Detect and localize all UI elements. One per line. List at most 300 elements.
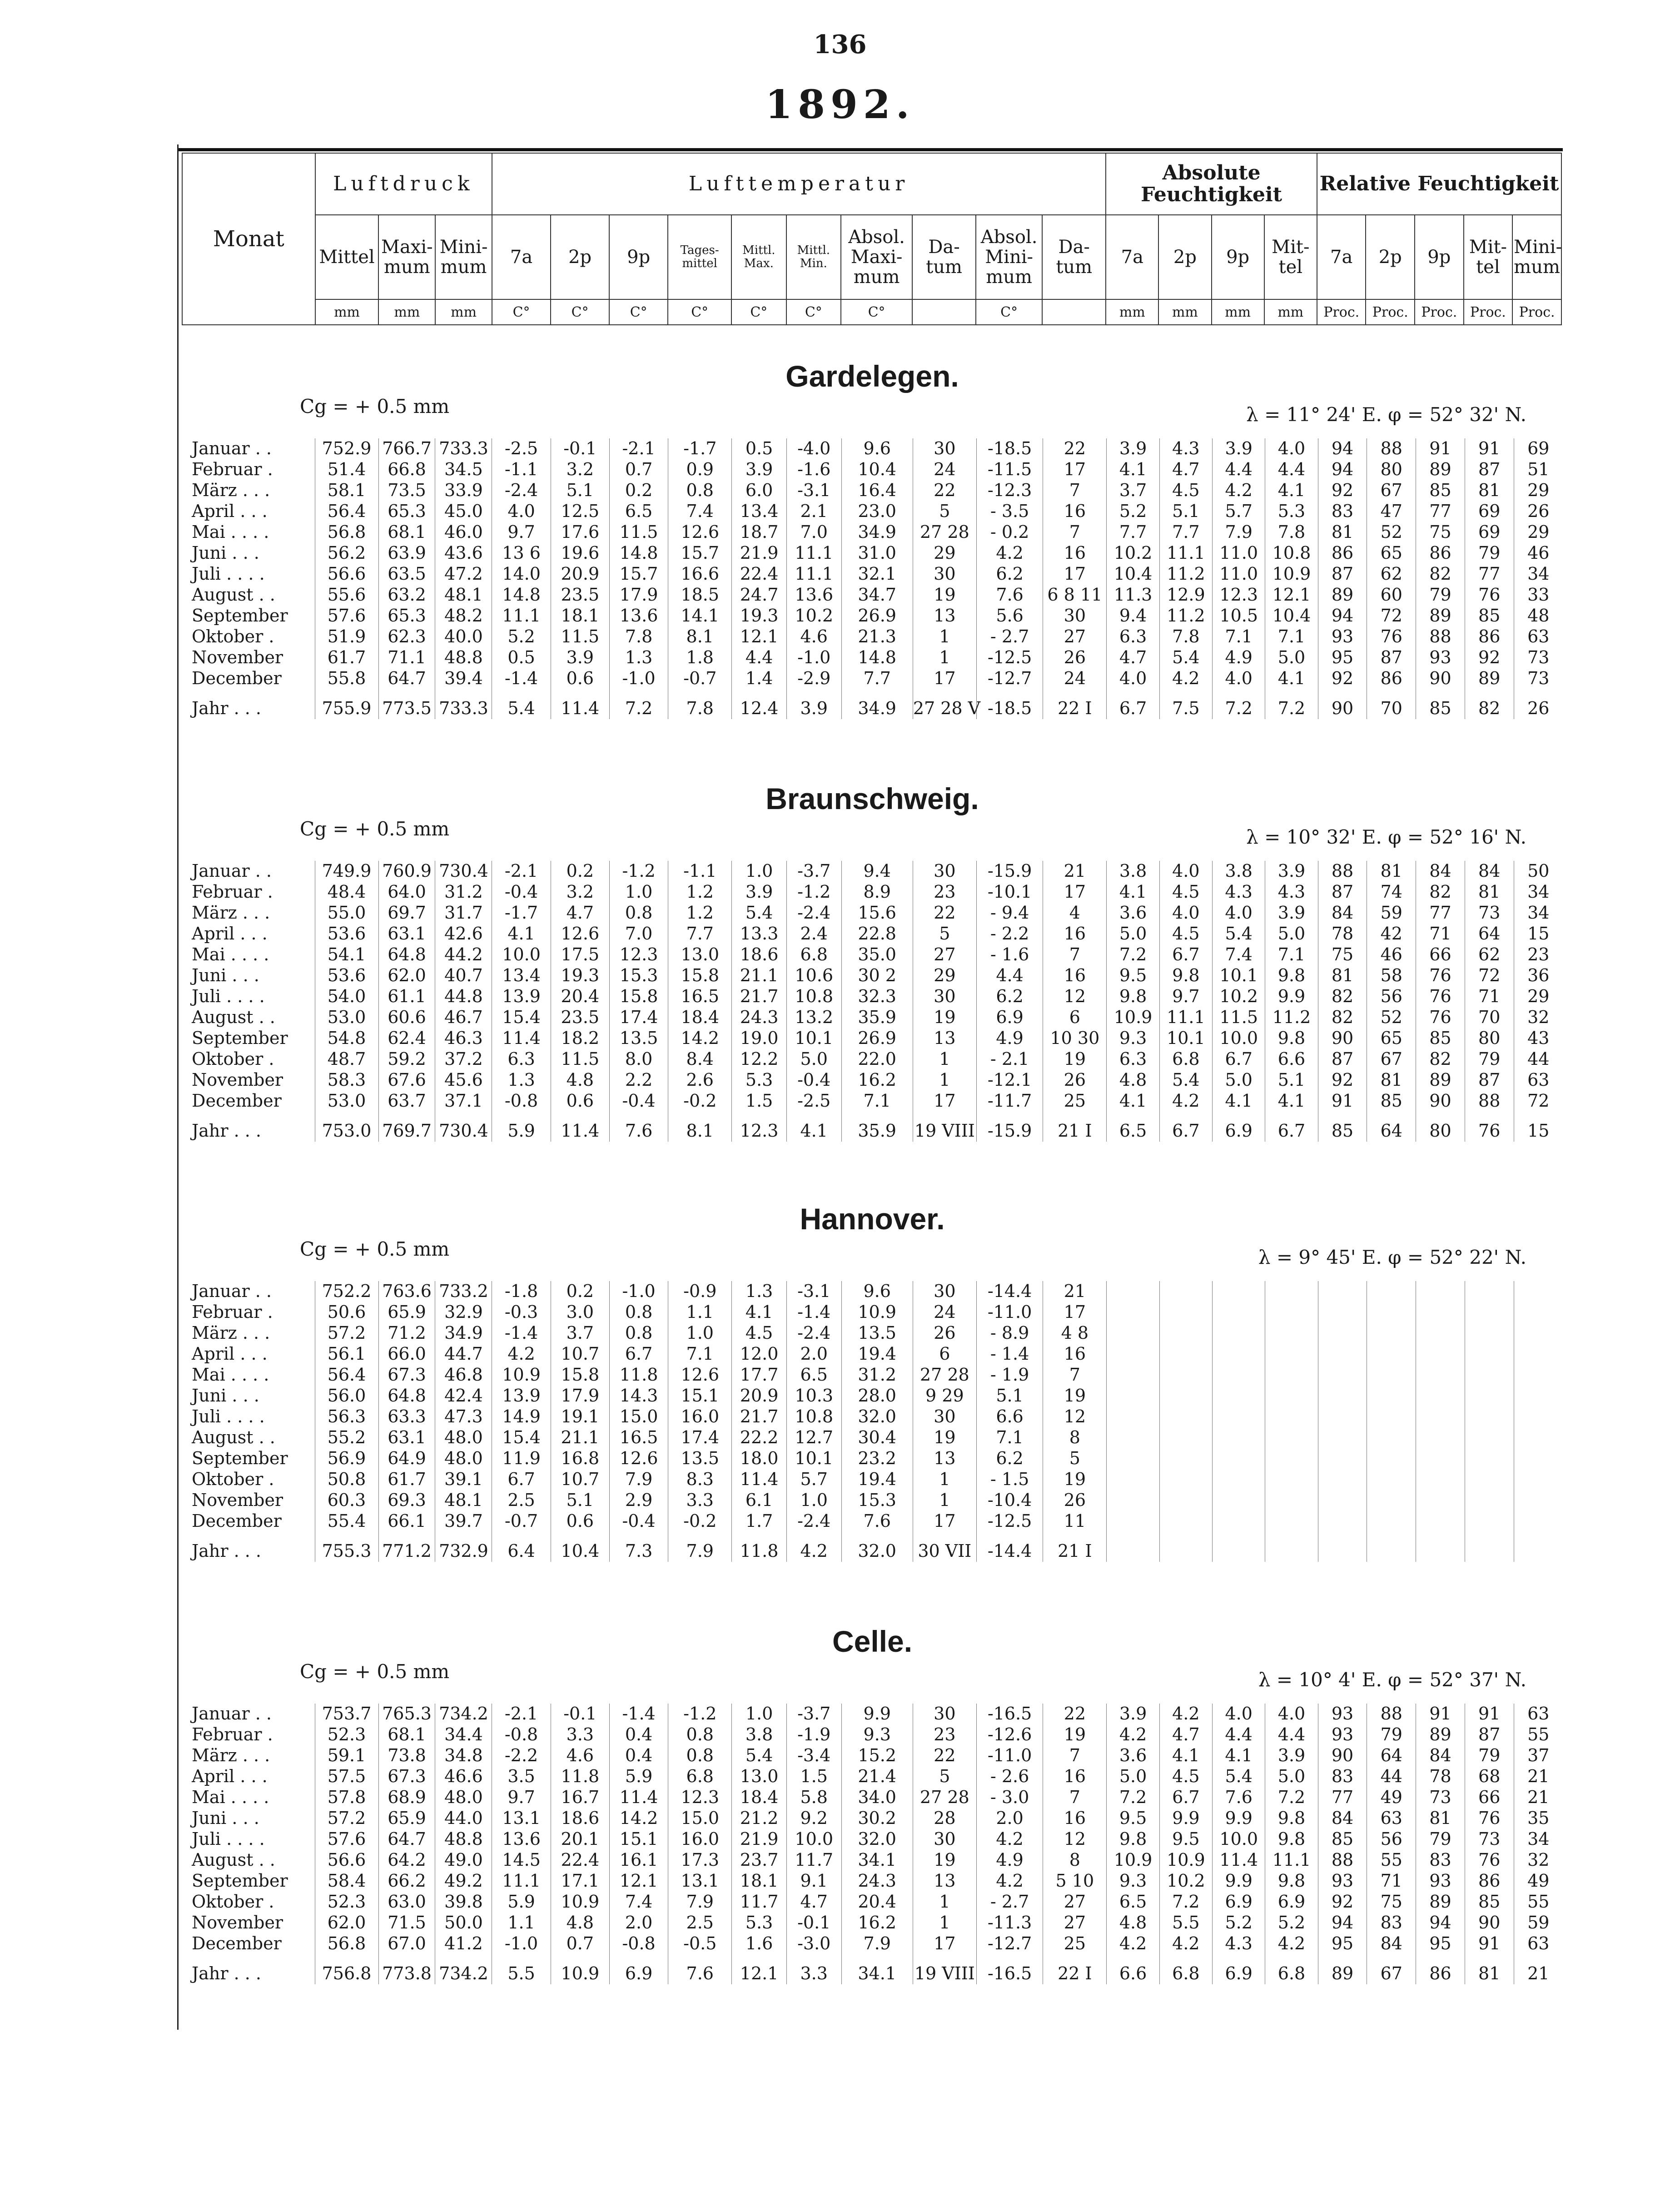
table-cell: 58.4 (315, 1871, 378, 1892)
table-cell: 9.8 (1265, 1808, 1318, 1829)
table-cell: 9.6 (841, 438, 913, 459)
table-cell: -0.1 (786, 1913, 841, 1933)
table-cell: 4.6 (551, 1745, 609, 1766)
table-cell: 11.5 (551, 626, 609, 647)
table-cell: 6.8 (668, 1766, 732, 1787)
month-label: Januar . . (182, 861, 315, 882)
table-row (182, 564, 1563, 585)
table-cell: -0.8 (492, 1091, 551, 1112)
table-cell: -15.9 (976, 861, 1043, 882)
table-cell: 3.3 (786, 1954, 841, 1984)
table-cell: 94 (1318, 438, 1367, 459)
table-cell: 85 (1367, 1091, 1416, 1112)
table-cell: 57.2 (315, 1808, 378, 1829)
table-cell: 3.9 (1265, 903, 1318, 924)
header-col-3: 7a (492, 215, 551, 299)
table-cell: 48 (1527, 605, 1550, 626)
table-cell: 19.4 (841, 1469, 913, 1490)
table-row (182, 585, 1563, 606)
table-cell: 71.1 (378, 647, 435, 668)
table-cell: 55 (1367, 1850, 1416, 1871)
table-cell: 89 (1318, 1954, 1367, 1984)
table-cell: 84 (1465, 861, 1514, 882)
table-cell: 765.3 (378, 1704, 435, 1724)
table-cell: 89 (1416, 606, 1465, 626)
table-cell (1213, 1532, 1265, 1562)
table-cell: 18.5 (668, 585, 732, 606)
table-cell: 72 (1527, 1090, 1550, 1111)
table-cell: 91 (1318, 1091, 1367, 1112)
table-cell: 26 (1043, 1070, 1107, 1091)
table-cell: 39.7 (435, 1511, 492, 1532)
table-cell: 22 (1043, 1704, 1107, 1724)
table-cell: 9.3 (1107, 1871, 1159, 1892)
table-cell (1159, 1323, 1212, 1344)
table-cell: 6.9 (1213, 1892, 1265, 1913)
table-cell: 6.4 (492, 1532, 551, 1562)
table-cell: 55.2 (315, 1427, 378, 1448)
table-cell: 26.9 (841, 1028, 913, 1049)
table-cell: 5.7 (1213, 501, 1265, 522)
month-label: Juli . . . . (182, 986, 315, 1007)
table-cell: 12.3 (668, 1787, 732, 1808)
table-cell: 16.0 (668, 1406, 732, 1427)
table-cell: 11.4 (609, 1787, 668, 1808)
table-cell: 11.4 (551, 689, 609, 719)
month-label: September (182, 1448, 315, 1469)
table-cell: 6.0 (732, 480, 787, 501)
header-col-6: Tages- mittel (668, 215, 731, 299)
table-cell: 52 (1367, 522, 1416, 543)
table-cell: 88 (1318, 1850, 1367, 1871)
table-cell: 753.7 (315, 1704, 378, 1724)
table-cell: 10 30 (1043, 1028, 1107, 1049)
header-col-5: 9p (609, 215, 668, 299)
table-cell: 91 (1416, 1704, 1465, 1724)
table-cell: -2.4 (786, 903, 841, 924)
table-cell: 11 (1043, 1511, 1107, 1532)
table-row-jahr (182, 1954, 1563, 1984)
table-cell: 29 (1527, 480, 1550, 500)
table-cell: -11.5 (976, 459, 1043, 480)
month-label: März . . . (182, 1745, 315, 1766)
table-cell: 7.0 (786, 522, 841, 543)
table-cell: 19 (913, 1850, 976, 1871)
table-cell: 9.8 (1159, 965, 1212, 986)
table-cell: 5.3 (732, 1070, 787, 1091)
table-cell: 57.5 (315, 1766, 378, 1787)
table-cell (1213, 1386, 1265, 1406)
table-cell: 52.3 (315, 1892, 378, 1913)
table-cell: 14.8 (841, 647, 913, 668)
table-cell: 9.2 (786, 1808, 841, 1829)
table-cell: 62.0 (315, 1913, 378, 1933)
table-cell: 4.9 (1213, 647, 1265, 668)
table-cell: 54.1 (315, 944, 378, 965)
table-cell: 10.4 (841, 459, 913, 480)
table-cell (1367, 1532, 1416, 1562)
table-cell: 4.7 (1159, 1724, 1212, 1745)
table-cell: 15.7 (668, 543, 732, 564)
table-cell: 0.7 (609, 459, 668, 480)
table-cell: 4.7 (786, 1892, 841, 1913)
month-label: Januar . . (182, 1704, 315, 1724)
table-cell: 734.2 (435, 1954, 492, 1984)
table-cell: -1.7 (668, 438, 732, 459)
table-cell: 42.4 (435, 1386, 492, 1406)
table-cell: 93 (1318, 1871, 1367, 1892)
table-cell (1367, 1365, 1416, 1386)
table-cell: 2.4 (786, 924, 841, 944)
table-cell: 13 (913, 1448, 976, 1469)
table-cell: 0.8 (668, 1724, 732, 1745)
table-cell: 31.0 (841, 543, 913, 564)
table-row (182, 1344, 1563, 1365)
table-cell: 10.1 (786, 1028, 841, 1049)
table-cell: -1.0 (492, 1933, 551, 1954)
table-cell: 4.5 (1159, 882, 1212, 903)
table-cell: 5.4 (1213, 1766, 1265, 1787)
table-row-jahr (182, 689, 1563, 719)
table-cell (1514, 1490, 1563, 1511)
table-cell: 1.5 (732, 1091, 787, 1112)
table-cell: 11.0 (1213, 543, 1265, 564)
table-cell: 24.7 (732, 585, 787, 606)
table-cell (1213, 1490, 1265, 1511)
header-col-21: Mini- mum (1512, 215, 1561, 299)
table-cell: 9.8 (1265, 1028, 1318, 1049)
header-col-20: Mit- tel (1464, 215, 1513, 299)
table-cell: 12.9 (1159, 585, 1212, 606)
table-cell: 56.1 (315, 1344, 378, 1365)
header-unit-14: mm (1158, 299, 1211, 325)
table-cell: 22.4 (732, 564, 787, 585)
header-col-4: 2p (551, 215, 609, 299)
table-row (182, 1745, 1563, 1766)
table-cell (1107, 1386, 1159, 1406)
table-cell: 64.7 (378, 668, 435, 689)
table-cell: 76 (1465, 1112, 1514, 1142)
month-label: Februar . (182, 1302, 315, 1323)
table-cell: 79 (1416, 1829, 1465, 1850)
table-cell: 1.6 (732, 1933, 787, 1954)
table-cell: 86 (1465, 1871, 1514, 1892)
table-cell: 13 (913, 1028, 976, 1049)
table-cell: 0.2 (551, 1281, 609, 1302)
table-cell: 34.8 (435, 1745, 492, 1766)
table-cell: 18.0 (732, 1448, 787, 1469)
table-cell: 50.0 (435, 1913, 492, 1933)
table-cell: 7.9 (1213, 522, 1265, 543)
table-cell: 62.3 (378, 626, 435, 647)
station-table (182, 861, 1563, 1142)
table-cell: 15.7 (609, 564, 668, 585)
table-cell: -1.8 (492, 1281, 551, 1302)
table-cell: 10.0 (492, 944, 551, 965)
table-cell: 32.0 (841, 1406, 913, 1427)
table-cell (1416, 1365, 1465, 1386)
station-coords: λ = 11° 24' E. φ = 52° 32' N. (1246, 403, 1526, 426)
table-cell: 85 (1465, 606, 1514, 626)
table-cell: 19 (913, 1007, 976, 1028)
table-cell: 11.4 (1213, 1850, 1265, 1871)
table-cell: 15.4 (492, 1007, 551, 1028)
table-cell: 14.5 (492, 1850, 551, 1871)
table-cell: 53.0 (315, 1007, 378, 1028)
header-monat: Monat (182, 153, 315, 325)
table-cell (1367, 1344, 1416, 1365)
table-cell: 11.0 (1213, 564, 1265, 585)
table-cell: 39.1 (435, 1469, 492, 1490)
table-cell: -10.1 (976, 882, 1043, 903)
table-cell: 1 (913, 1469, 976, 1490)
table-cell: 86 (1416, 543, 1465, 564)
table-cell: 56.3 (315, 1406, 378, 1427)
table-cell: 29 (913, 965, 976, 986)
table-row (182, 1365, 1563, 1386)
table-cell: 48.0 (435, 1787, 492, 1808)
table-cell: 13.0 (732, 1766, 787, 1787)
table-cell: 6.5 (1107, 1892, 1159, 1913)
table-cell: 83 (1318, 1766, 1367, 1787)
table-row (182, 647, 1563, 668)
table-cell: 34.1 (841, 1850, 913, 1871)
table-cell: 10.9 (551, 1954, 609, 1984)
table-cell: 68.1 (378, 522, 435, 543)
table-cell: 11.2 (1159, 606, 1212, 626)
table-cell: 48.1 (435, 585, 492, 606)
table-cell: 28.0 (841, 1386, 913, 1406)
table-cell: 54.8 (315, 1028, 378, 1049)
table-cell: 67.6 (378, 1070, 435, 1091)
table-cell: 90 (1465, 1913, 1514, 1933)
table-cell: 66.2 (378, 1871, 435, 1892)
table-cell (1318, 1302, 1367, 1323)
table-cell (1159, 1344, 1212, 1365)
table-cell: 11.7 (786, 1850, 841, 1871)
table-cell: -1.4 (492, 668, 551, 689)
table-cell: 64 (1465, 924, 1514, 944)
table-cell: 10.8 (1265, 543, 1318, 564)
table-cell (1159, 1406, 1212, 1427)
table-cell: 16.5 (609, 1427, 668, 1448)
header-col-18: 2p (1366, 215, 1415, 299)
table-cell: 5.0 (786, 1049, 841, 1070)
table-cell: 37.1 (435, 1091, 492, 1112)
table-cell: 6.8 (1159, 1954, 1212, 1984)
table-cell: 91 (1416, 438, 1465, 459)
table-cell: 61.1 (378, 986, 435, 1007)
table-cell: 10.7 (551, 1469, 609, 1490)
table-cell: 9.5 (1107, 1808, 1159, 1829)
table-cell: 24 (913, 1302, 976, 1323)
table-cell: 21.7 (732, 1406, 787, 1427)
table-cell: 94 (1318, 1913, 1367, 1933)
table-cell (1514, 1386, 1563, 1406)
table-cell: 4.2 (786, 1532, 841, 1562)
table-cell: 9.7 (492, 522, 551, 543)
table-cell: 16 (1043, 543, 1107, 564)
table-cell: 11.8 (732, 1532, 787, 1562)
table-cell: 79 (1465, 543, 1514, 564)
table-cell: -3.1 (786, 1281, 841, 1302)
table-cell: 55 (1527, 1891, 1550, 1912)
table-cell: 3.9 (1213, 438, 1265, 459)
table-cell (1465, 1344, 1514, 1365)
table-cell: 23.2 (841, 1448, 913, 1469)
table-cell: 1.7 (732, 1511, 787, 1532)
station-title: Hannover. (800, 1202, 945, 1236)
month-label: Juni . . . (182, 543, 315, 564)
table-cell: 10.1 (786, 1448, 841, 1469)
table-cell: 10.1 (1159, 1028, 1212, 1049)
table-cell: -2.4 (786, 1323, 841, 1344)
table-cell: 31.2 (435, 882, 492, 903)
table-row (182, 1766, 1563, 1787)
table-cell: -1.4 (786, 1302, 841, 1323)
table-cell: 63 (1527, 1704, 1550, 1724)
header-unit-13: mm (1106, 299, 1158, 325)
table-cell: 3.3 (668, 1490, 732, 1511)
table-cell: 56.9 (315, 1448, 378, 1469)
table-cell: 33 (1527, 584, 1550, 605)
table-cell: 71 (1367, 1871, 1416, 1892)
table-cell: 17 (913, 1933, 976, 1954)
month-label: Januar . . (182, 1281, 315, 1302)
table-cell: 47.2 (435, 564, 492, 585)
table-cell: 5.7 (786, 1469, 841, 1490)
table-cell (1213, 1365, 1265, 1386)
table-cell: 2.0 (609, 1913, 668, 1933)
table-cell: 16 (1043, 924, 1107, 944)
table-cell: 10.0 (786, 1829, 841, 1850)
table-cell: 755.3 (315, 1532, 378, 1562)
table-cell: 46 (1367, 944, 1416, 965)
table-cell: 87 (1367, 647, 1416, 668)
table-cell: 83 (1367, 1913, 1416, 1933)
table-cell: 27 (1043, 1892, 1107, 1913)
table-cell: 48.8 (435, 647, 492, 668)
table-cell: 13.3 (732, 924, 787, 944)
table-cell: 3.9 (551, 647, 609, 668)
table-cell: 24.3 (732, 1007, 787, 1028)
table-cell (1265, 1365, 1318, 1386)
table-cell: 3.2 (551, 459, 609, 480)
table-cell: 67 (1367, 480, 1416, 501)
table-cell: 1 (913, 647, 976, 668)
table-cell: 51.4 (315, 459, 378, 480)
table-cell: 5 (1043, 1448, 1107, 1469)
table-cell: 48.2 (435, 606, 492, 626)
table-cell: 9.8 (1107, 1829, 1159, 1850)
table-cell: 1 (913, 1049, 976, 1070)
table-cell: 12.6 (668, 1365, 732, 1386)
table-cell: 7.6 (1213, 1787, 1265, 1808)
table-cell: 59 (1367, 903, 1416, 924)
table-cell: 4.5 (1159, 1766, 1212, 1787)
table-cell: 68.1 (378, 1724, 435, 1745)
table-cell: 7.4 (609, 1892, 668, 1913)
table-cell: 89 (1416, 1724, 1465, 1745)
table-cell: 7.8 (1159, 626, 1212, 647)
table-row (182, 1892, 1563, 1913)
table-cell: 21.1 (551, 1427, 609, 1448)
table-cell: 3.9 (732, 882, 787, 903)
month-label: Jahr . . . (182, 1954, 315, 1984)
table-cell: 17.5 (551, 944, 609, 965)
table-row (182, 1323, 1563, 1344)
table-cell: 753.0 (315, 1112, 378, 1142)
table-cell: -1.9 (786, 1724, 841, 1745)
table-cell: 3.6 (1107, 903, 1159, 924)
header-unit-9: C° (841, 299, 912, 325)
table-cell: 6 8 11 (1043, 585, 1107, 606)
table-cell: 17 (913, 1511, 976, 1532)
table-cell: 6.3 (1107, 626, 1159, 647)
table-cell: 4.3 (1265, 882, 1318, 903)
table-cell: 7 (1043, 480, 1107, 501)
table-cell: -1.1 (492, 459, 551, 480)
table-cell: 86 (1416, 1954, 1465, 1984)
table-cell: 80 (1465, 1028, 1514, 1049)
table-cell: 25 (1043, 1091, 1107, 1112)
table-cell: 6 (913, 1344, 976, 1365)
table-cell: -16.5 (976, 1954, 1043, 1984)
table-cell: 21.3 (841, 626, 913, 647)
month-label: Juli . . . . (182, 1406, 315, 1427)
table-cell: 35.9 (841, 1007, 913, 1028)
table-cell: 5.5 (1159, 1913, 1212, 1933)
table-cell: 19 (913, 1427, 976, 1448)
table-cell: 17 (1043, 459, 1107, 480)
table-cell: 6.2 (976, 986, 1043, 1007)
table-cell: 12.3 (609, 944, 668, 965)
table-cell: 32.9 (435, 1302, 492, 1323)
table-cell: 5 (913, 924, 976, 944)
table-cell: 14.0 (492, 564, 551, 585)
header-unit-21: Proc. (1512, 299, 1561, 325)
table-cell (1107, 1448, 1159, 1469)
table-cell: 13 6 (492, 543, 551, 564)
month-label: Juli . . . . (182, 564, 315, 585)
table-cell: 7.2 (609, 689, 668, 719)
table-cell: 62 (1465, 944, 1514, 965)
table-cell: 9.9 (841, 1704, 913, 1724)
month-label: September (182, 1871, 315, 1892)
table-cell: 9 29 (913, 1386, 976, 1406)
table-cell: 48.4 (315, 882, 378, 903)
table-cell: 30 2 (841, 965, 913, 986)
table-cell: 81 (1367, 1070, 1416, 1091)
table-cell: 4.1 (1265, 480, 1318, 501)
table-cell: 4.2 (1159, 1933, 1212, 1954)
table-cell: 1.0 (786, 1490, 841, 1511)
table-cell: 13.1 (668, 1871, 732, 1892)
table-cell: 50.6 (315, 1302, 378, 1323)
table-cell: 18.2 (551, 1028, 609, 1049)
table-cell (1159, 1511, 1212, 1532)
table-cell: 60.6 (378, 1007, 435, 1028)
table-cell: 763.6 (378, 1281, 435, 1302)
table-cell: 9.3 (841, 1724, 913, 1745)
header-col-16: Mit- tel (1264, 215, 1317, 299)
table-cell: 9.8 (1265, 965, 1318, 986)
table-cell: -12.5 (976, 647, 1043, 668)
table-cell: 0.4 (609, 1724, 668, 1745)
table-cell: 4.3 (1213, 1933, 1265, 1954)
table-cell: 4.9 (976, 1850, 1043, 1871)
table-cell: 17 (1043, 882, 1107, 903)
